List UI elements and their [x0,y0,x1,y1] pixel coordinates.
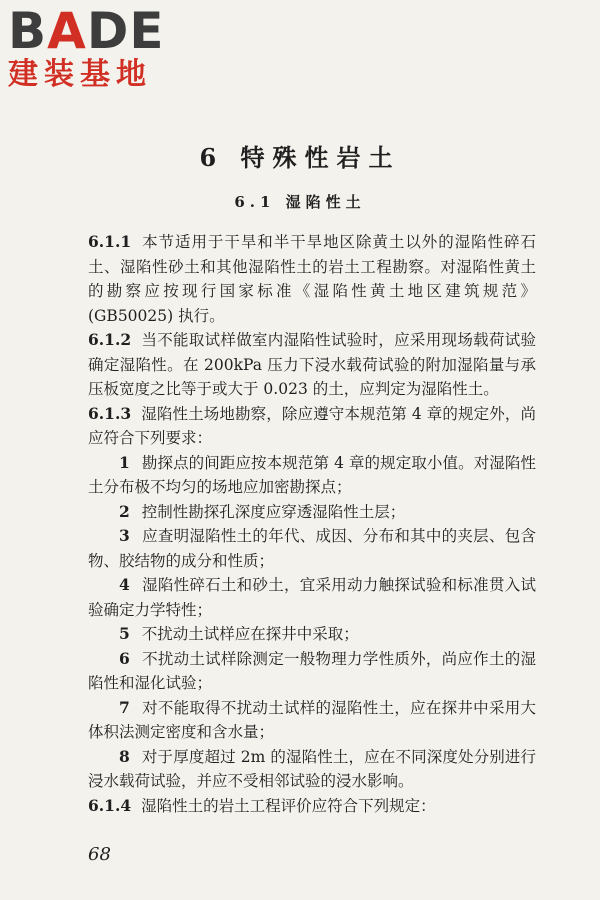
section-title: 6.1 湿陷性土 [234,193,366,211]
list-item: 2 控制性勘探孔深度应穿透湿陷性土层； [119,501,406,521]
bade-logo [8,4,178,92]
clause-6-1-4: 6.1.4 湿陷性土的岩土工程评价应符合下列规定： [88,795,436,815]
list-item: 3 应查明湿陷性土的年代、成因、分布和其中的夹层、包含物、胶结物的成分和性质； [88,526,536,570]
logo-wordmark: BADE [8,2,165,60]
logo-subtitle: 建装基地 [8,57,152,92]
page-content [88,230,536,818]
clause-6-1-2: 6.1.2 当不能取试样做室内湿陷性试验时，应采用现场载荷试验确定湿陷性。在 200kPa 压力下浸水载荷试验的附加湿陷量与承压板宽度之比等于或大于 0.023 的土，应判定为湿陷性土。 [88,330,536,398]
list-item: 8 对于厚度超过 2m 的湿陷性土，应在不同深度处分别进行浸水载荷试验，并应不受相邻试验的浸水影响。 [88,746,536,790]
list-item: 6 不扰动土试样除测定一般物理力学性质外，尚应作土的湿陷性和湿化试验； [88,648,536,692]
list-item: 5 不扰动土试样应在探井中采取； [119,624,359,643]
list-item: 1 勘探点的间距应按本规范第 4 章的规定取小值。对湿陷性土分布极不均匀的场地应加密勘探点； [88,452,536,496]
list-item: 4 湿陷性碎石土和砂土，宜采用动力触探试验和标准贯入试验确定力学特性； [88,575,536,619]
clause-6-1-1: 6.1.1 本节适用于干旱和半干旱地区除黄土以外的湿陷性碎石土、湿陷性砂土和其他湿陷性土的岩土工程勘察。对湿陷性黄土的勘察应按现行国家标准《湿陷性黄土地区建筑规范》(GB50025) 执行。 [88,232,536,325]
page-number: 68 [88,844,111,865]
list-item: 7 对不能取得不扰动土试样的湿陷性土，应在探井中采用大体积法测定密度和含水量； [88,697,536,741]
chapter-title: 6 特殊性岩土 [199,143,401,172]
clause-6-1-3: 6.1.3 湿陷性土场地勘察，除应遵守本规范第 4 章的规定外，尚应符合下列要求： [88,403,536,447]
